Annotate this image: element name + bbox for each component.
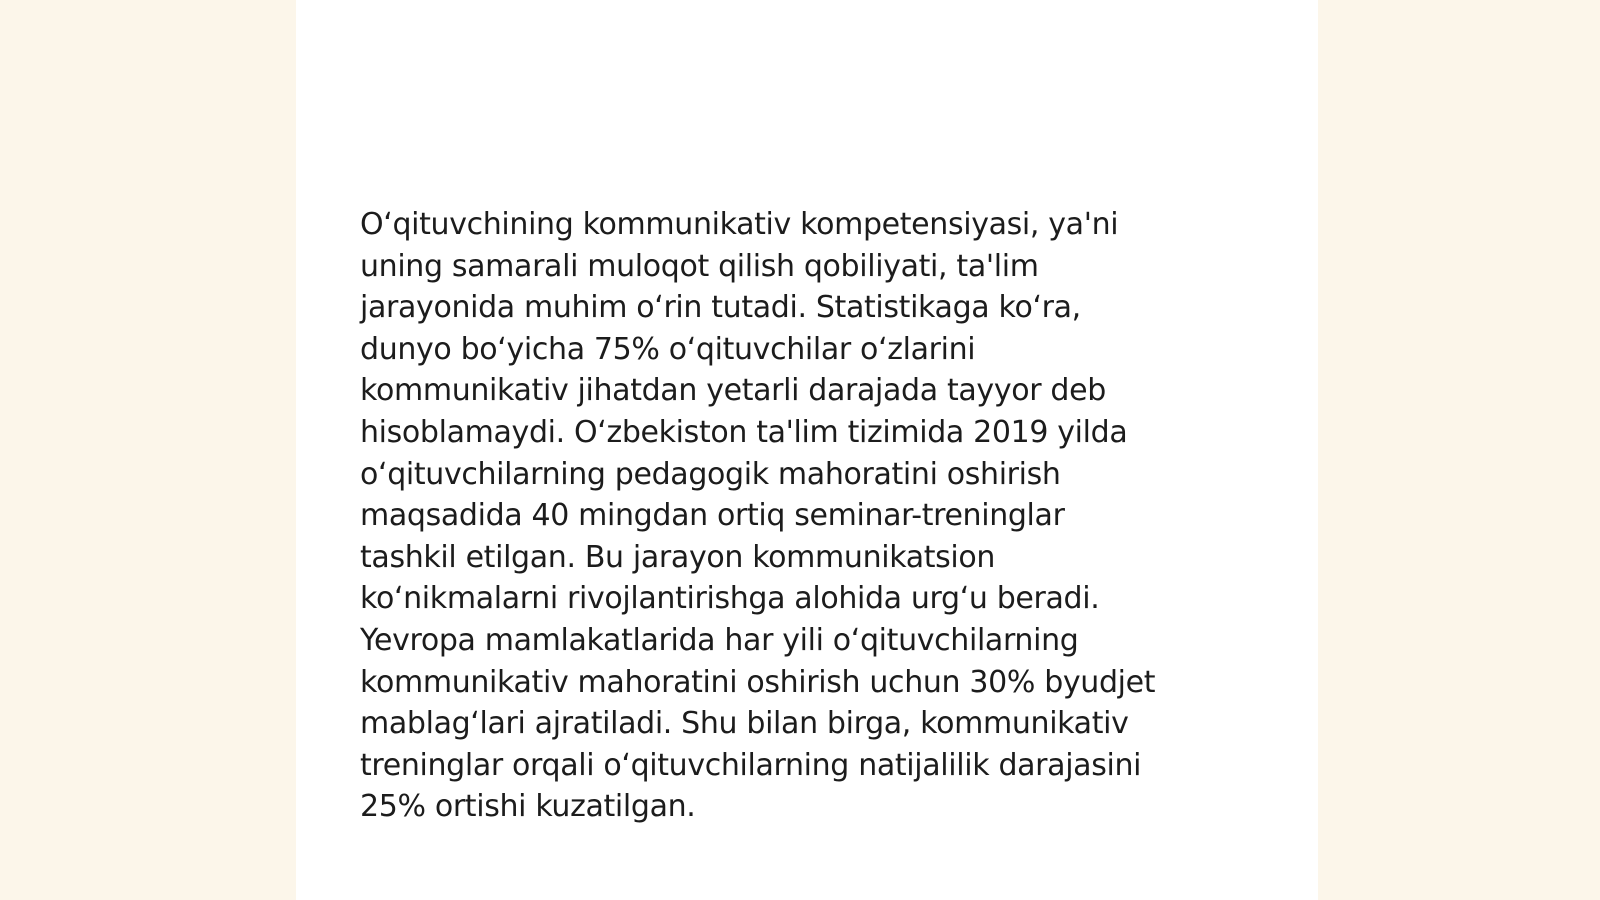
- body-paragraph: O‘qituvchining kommunikativ kompetensiyasi, ya'ni uning samarali muloqot qilish qobiliyati, ta'lim jarayonida muhim o‘rin tutadi. Statistikaga ko‘ra, dunyo bo‘yicha 75% o‘qituvchilar o‘zlarini kommunikativ jihatdan yetarli darajada tayyor deb hisoblamaydi. O‘zbekiston ta'lim tizimida 2019 yilda o‘qituvchilarning pedagogik mahoratini oshirish maqsadida 40 mingdan ortiq seminar-treninglar tashkil etilgan. Bu jarayon kommunikatsion ko‘nikmalarni rivojlantirishga alohida urg‘u beradi. Yevropa mamlakatlarida har yili o‘qituvchilarning kommunikativ mahoratini oshirish uchun 30% byudjet mablag‘lari ajratiladi. Shu bilan birga, kommunikativ treninglar orqali o‘qituvchilarning natijalilik darajasini 25% ortishi kuzatilgan.: [360, 207, 1156, 825]
- document-page: [296, 0, 1318, 900]
